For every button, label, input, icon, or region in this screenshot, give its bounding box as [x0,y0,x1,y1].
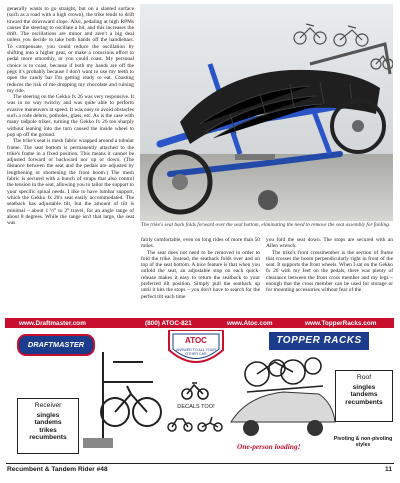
decals-text: DECALS TOO! [177,404,215,410]
article-paragraph: The trike's front crossmember is the section of frame that crosses the boom perpendicularly right in front of the seat. It supports the front wheels. When I sat on the Gekko fx 26 with my feet on the pedals, there was plenty of clearance between the front cross member and my legs – enough that the cross member can be used for storage or for mounting accessories without fear of the [266,249,393,294]
roof-item: tandems [350,391,378,399]
page-number: 11 [385,466,392,473]
article-paragraph: The seat does not need to be removed in order to fold the trike. Instead, the seatback folds over and on top of the seat bottom. A nice feature is that when you unfold the seat, an adjustable stop on each quick-release makes it easy to return the seatback to your preferred tilt position. Simply pull the seatback up until it hits the stops – you don't have to search for the perfect tilt each time [141,249,260,300]
one-person-loading-text: One-person loading! [237,442,301,451]
receiver-item: singles [36,412,60,419]
topper-logo-text: TOPPER RACKS [276,335,362,346]
roof-heading: Roof [356,374,372,381]
roof-item: recumbents [345,398,383,406]
article-paragraph: The steering on the Gekko fx 26 was very responsive. It was in no way twitchy and was quite able to perform evasive maneuvers at speed. It was easy to avoid obstacles such a rode debris, potholes, glass, etc. As is the case with many tadpole trikes, turning the Gekko fx 26 too sharply without leaning into the turn caused the inside wheel to pop up off the ground. [7,94,134,138]
article-paragraph: generally wants to go straight, but on a slanted surface (such as a road with a high crown), the trike tends to drift toward the downward slope. Also, pedaling at high RPMs causes the steering to oscillate a bit, and this increases the drift. The oscillations are minor and aren't a big deal unless you decide to take both hands off the handlebars. To compensate, you could reduce the oscillation by shifting into a higher gear, or make a conscious effort to pedal more smoothly, or you could coast. My personal choice is to coast, because if both my hands are off the pegs it's probably because I don't want to use my teeth to open the candy bar I'm getting ready to eat. Coasting reduces the risk of me dropping my chocolate and ruining my ride. [7,6,134,94]
trike-seat-photo [140,4,393,221]
pivoting-text: Pivoting & non-pivoting styles [333,436,393,448]
receiver-heading: Receiver [34,402,62,409]
article-column-middle [141,237,260,312]
magazine-issue-title: Recumbent & Tandem Rider #48 [7,466,108,473]
trike-seat-illustration [140,4,393,221]
topper-racks-logo [269,332,369,350]
photo-caption: The trike's seat back folds forward over the seat bottom, eliminating the need to remove the seat assembly for folding. [141,222,391,228]
bike-rack-advertisement [5,318,394,458]
bicycle-decal-icon [181,380,209,400]
article-paragraph: you fold the seat down. The stops are secured with an Allen wrench. [266,237,393,250]
atoc-phone: (800) ATOC-821 [145,319,192,327]
receiver-rack-illustration [83,342,163,454]
article-column-left [7,6,134,312]
atoc-seal-subtext: ANSWER TO ALL YOUR OTHER CAR [175,348,216,356]
topper-url[interactable]: www.TopperRacks.com [305,319,377,327]
roof-item: singles [352,384,376,391]
recumbent-decal-icon [197,414,223,432]
atoc-url[interactable]: www.Atoc.com [227,319,273,327]
draftmaster-url[interactable]: www.Draftmaster.com [19,319,86,327]
roof-list-box [335,370,393,422]
receiver-item: tandems [34,419,62,427]
roof-rack-illustration [227,352,337,438]
article-paragraph: fairly comfortable, even on long rides of more than 50 miles. [141,237,260,250]
footer-rule [6,463,394,464]
draftmaster-logo-text: DRAFTMASTER [27,340,85,349]
receiver-list-box [17,398,79,454]
article-column-right [266,237,393,312]
article-paragraph: The trike's seat is mesh fabric wrapped around a tubular frame. The seat bottom is permanently attached to the trike's frame in a fixed position. This means it cannot be adjusted forward or backward nor up or down. (The distance between the seat and the pedals are adjusted by lengthening or shortening the front boom.) The mesh fabric is secured with a bunch of straps that also control the tension in the seat, allowing you to tailor the support to your specific spinal needs. I like to have lumbar support, which the Gekko fx 26's seat easily accommodated. The seatback has adjustable tilt, but the amount of tilt is minimal – about 1 ½° to 2° travel, for an angle range of about 8 degrees. While the range isn't that large, the seat was [7,138,134,227]
tandem-decal-icon [167,414,193,432]
ad-header-bar [5,318,394,328]
receiver-item: trikes [39,426,57,434]
receiver-item: recumbents [29,434,67,442]
atoc-seal-text: ATOC [185,336,207,345]
